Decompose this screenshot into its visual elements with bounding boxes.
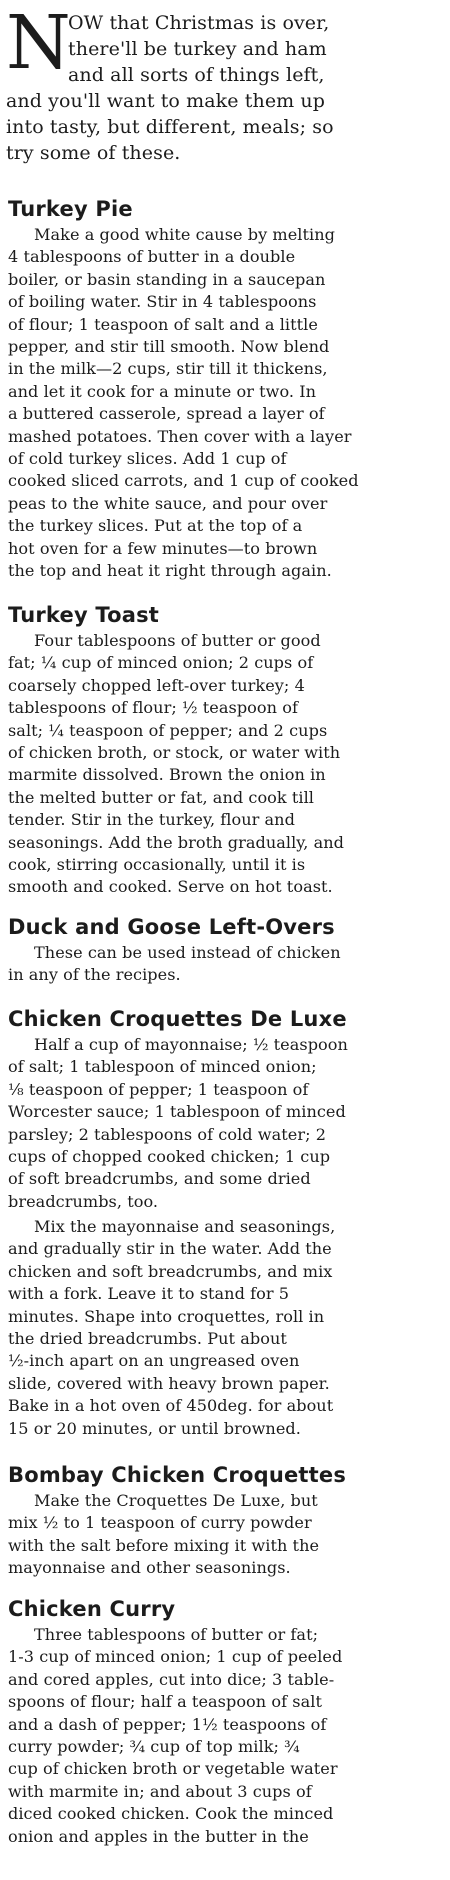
text-line: of cold turkey slices. Add 1 cup of (8, 449, 287, 469)
text-line: of chicken broth, or stock, or water with (8, 743, 341, 763)
text-line: Bake in a hot oven of 450deg. for about (8, 1396, 334, 1416)
text-line: Three tablespoons of butter or fat; (34, 1625, 319, 1644)
text-line: in the milk—2 cups, stir till it thickens, (8, 359, 328, 379)
text-line: peas to the white sauce, and pour over (8, 493, 328, 513)
text-line: These can be used instead of chicken (34, 943, 341, 962)
intro-paragraph (6, 0, 444, 180)
text-line: salt; ¼ teaspoon of pepper; and 2 cups (8, 720, 328, 740)
text-line: mashed potatoes. Then cover with a layer (8, 426, 352, 446)
text-line: Make a good white cause by melting (34, 225, 335, 244)
recipe-title-turkey-toast: Turkey Toast (8, 603, 160, 627)
text-line: coarsely chopped left-over turkey; 4 (8, 675, 305, 695)
recipe-paragraph (8, 224, 442, 583)
text-line: marmite dissolved. Brown the onion in (8, 765, 326, 785)
text-line: cups of chopped cooked chicken; 1 cup (8, 1147, 331, 1167)
text-line: tablespoons of flour; ½ teaspoon of (8, 698, 298, 718)
recipe-title-chicken-croquettes-de-luxe: Chicken Croquettes De Luxe (8, 1007, 347, 1031)
recipe-paragraph (8, 630, 442, 899)
drop-cap: N (6, 0, 70, 86)
text-line: chicken and soft breadcrumbs, and mix (8, 1261, 333, 1281)
text-line: and a dash of pepper; 1½ teaspoons of (8, 1714, 327, 1734)
text-line: of boiling water. Stir in 4 tablespoons (8, 292, 317, 312)
text-line: diced cooked chicken. Cook the minced (8, 1804, 334, 1824)
text-line: curry powder; ¾ cup of top milk; ¾ (8, 1737, 300, 1757)
text-line: spoons of flour; half a teaspoon of salt (8, 1692, 322, 1712)
intro-line: and all sorts of things left, (68, 64, 325, 86)
text-line: pepper, and stir till smooth. Now blend (8, 337, 330, 357)
text-line: smooth and cooked. Serve on hot toast. (8, 877, 333, 897)
text-line: ½-inch apart on an ungreased oven (8, 1351, 300, 1371)
text-line: in any of the recipes. (8, 965, 181, 985)
recipe-title-chicken-curry: Chicken Curry (8, 1597, 176, 1621)
text-line: hot oven for a few minutes—to brown (8, 538, 318, 558)
recipe-paragraph (8, 1216, 442, 1440)
recipe-paragraph (8, 1034, 442, 1213)
text-line: cooked sliced carrots, and 1 cup of cooked (8, 471, 359, 491)
text-line: cook, stirring occasionally, until it is (8, 855, 306, 875)
text-line: with the salt before mixing it with the (8, 1535, 320, 1555)
text-line: seasonings. Add the broth gradually, and (8, 832, 345, 852)
text-line: and gradually stir in the water. Add the (8, 1239, 332, 1259)
text-line: of soft breadcrumbs, and some dried (8, 1169, 311, 1189)
recipe-title-turkey-pie: Turkey Pie (8, 197, 133, 221)
text-line: and cored apples, cut into dice; 3 table- (8, 1669, 335, 1689)
text-line: Mix the mayonnaise and seasonings, (34, 1217, 336, 1236)
text-line: onion and apples in the butter in the (8, 1826, 309, 1846)
text-line: 1-3 cup of minced onion; 1 cup of peeled (8, 1647, 343, 1667)
text-line: Make the Croquettes De Luxe, but (34, 1491, 318, 1510)
recipe-paragraph (8, 942, 442, 987)
text-line: a buttered casserole, spread a layer of (8, 404, 325, 424)
text-line: fat; ¼ cup of minced onion; 2 cups of (8, 653, 314, 673)
text-line: 4 tablespoons of butter in a double (8, 247, 296, 267)
text-line: minutes. Shape into croquettes, roll in (8, 1306, 325, 1326)
text-line: tender. Stir in the turkey, flour and (8, 810, 295, 830)
recipe-title-duck-and-goose: Duck and Goose Left-Overs (8, 915, 335, 939)
text-line: the top and heat it right through again. (8, 561, 332, 581)
text-line: Half a cup of mayonnaise; ½ teaspoon (34, 1035, 348, 1054)
text-line: 15 or 20 minutes, or until browned. (8, 1418, 301, 1438)
text-line: slide, covered with heavy brown paper. (8, 1373, 330, 1393)
intro-line: try some of these. (6, 142, 181, 164)
text-line: with marmite in; and about 3 cups of (8, 1781, 312, 1801)
text-line: cup of chicken broth or vegetable water (8, 1759, 338, 1779)
text-line: Worcester sauce; 1 tablespoon of minced (8, 1102, 346, 1122)
text-line: the turkey slices. Put at the top of a (8, 516, 303, 536)
text-line: the melted butter or fat, and cook till (8, 787, 314, 807)
text-line: and let it cook for a minute or two. In (8, 381, 317, 401)
intro-line: into tasty, but different, meals; so (6, 116, 334, 138)
text-line: of salt; 1 tablespoon of minced onion; (8, 1057, 317, 1077)
intro-line: OW that Christmas is over, (68, 12, 330, 34)
recipe-paragraph (8, 1490, 442, 1580)
text-line: breadcrumbs, too. (8, 1191, 159, 1211)
intro-line: there'll be turkey and ham (68, 38, 327, 60)
text-line: the dried breadcrumbs. Put about (8, 1329, 287, 1349)
recipe-title-bombay-chicken-croquettes: Bombay Chicken Croquettes (8, 1463, 347, 1487)
text-line: Four tablespoons of butter or good (34, 631, 321, 650)
text-line: with a fork. Leave it to stand for 5 (8, 1284, 290, 1304)
text-line: boiler, or basin standing in a saucepan (8, 269, 326, 289)
intro-line: and you'll want to make them up (6, 90, 326, 112)
text-line: mix ½ to 1 teaspoon of curry powder (8, 1513, 312, 1533)
text-line: parsley; 2 tablespoons of cold water; 2 (8, 1124, 327, 1144)
recipe-paragraph (8, 1624, 442, 1848)
text-line: mayonnaise and other seasonings. (8, 1558, 291, 1578)
text-line: of flour; 1 teaspoon of salt and a little (8, 314, 318, 334)
text-line: ⅛ teaspoon of pepper; 1 teaspoon of (8, 1079, 309, 1099)
